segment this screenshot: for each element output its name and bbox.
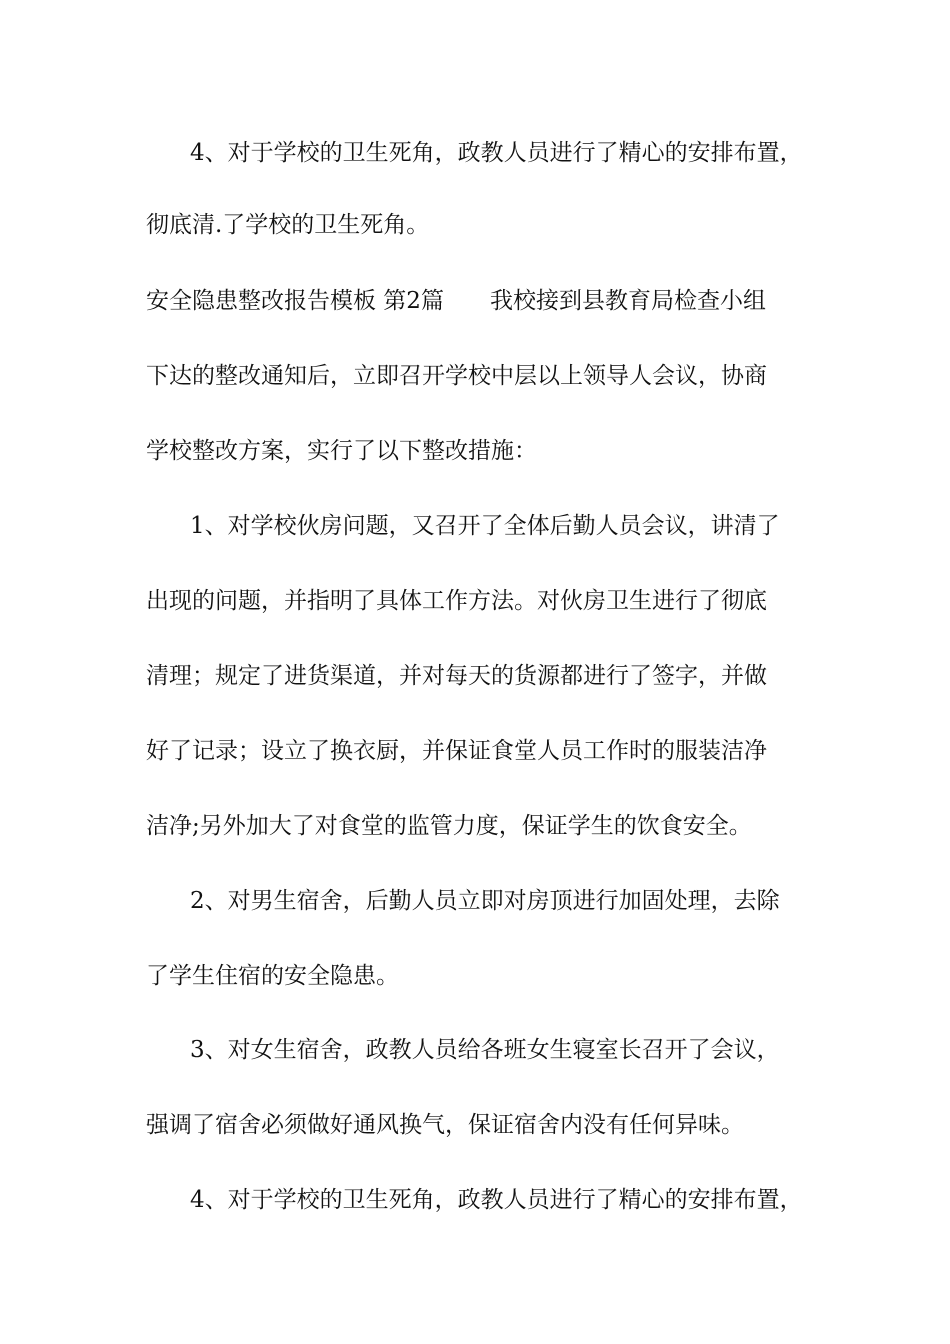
paragraph-line: 好了记录；设立了换衣厨，并保证食堂人员工作时的服装洁净 xyxy=(146,738,767,764)
paragraph-line: 3、对女生宿舍，政教人员给各班女生寝室长召开了会议， xyxy=(190,1037,780,1063)
paragraph-line: 4、对于学校的卫生死角，政教人员进行了精心的安排布置， xyxy=(190,1187,803,1213)
section-heading-line xyxy=(0,286,950,316)
paragraph-line: 了学生住宿的安全隐患。 xyxy=(146,963,399,989)
paragraph-line: 2、对男生宿舍，后勤人员立即对房顶进行加固处理，去除 xyxy=(190,888,780,914)
paragraph-line: 彻底清.了学校的卫生死角。 xyxy=(146,212,430,238)
paragraph-line: 1、对学校伙房问题，又召开了全体后勤人员会议，讲清了 xyxy=(190,513,780,539)
paragraph-text: 我校接到县教育局检查小组 xyxy=(489,288,766,314)
paragraph-line: 清理；规定了进货渠道，并对每天的货源都进行了签字，并做 xyxy=(146,663,767,689)
paragraph-line: 4、对于学校的卫生死角，政教人员进行了精心的安排布置， xyxy=(190,140,803,166)
paragraph-line: 下达的整改通知后，立即召开学校中层以上领导人会议，协商 xyxy=(146,363,767,389)
paragraph-line: 学校整改方案，实行了以下整改措施： xyxy=(146,438,537,464)
paragraph-line: 出现的问题，并指明了具体工作方法。对伙房卫生进行了彻底 xyxy=(146,588,767,614)
paragraph-line: 洁净;另外加大了对食堂的监管力度，保证学生的饮食安全。 xyxy=(146,813,752,839)
section-heading: 安全隐患整改报告模板 第2篇 xyxy=(146,288,444,314)
paragraph-line: 强调了宿舍必须做好通风换气，保证宿舍内没有任何异味。 xyxy=(146,1112,744,1138)
